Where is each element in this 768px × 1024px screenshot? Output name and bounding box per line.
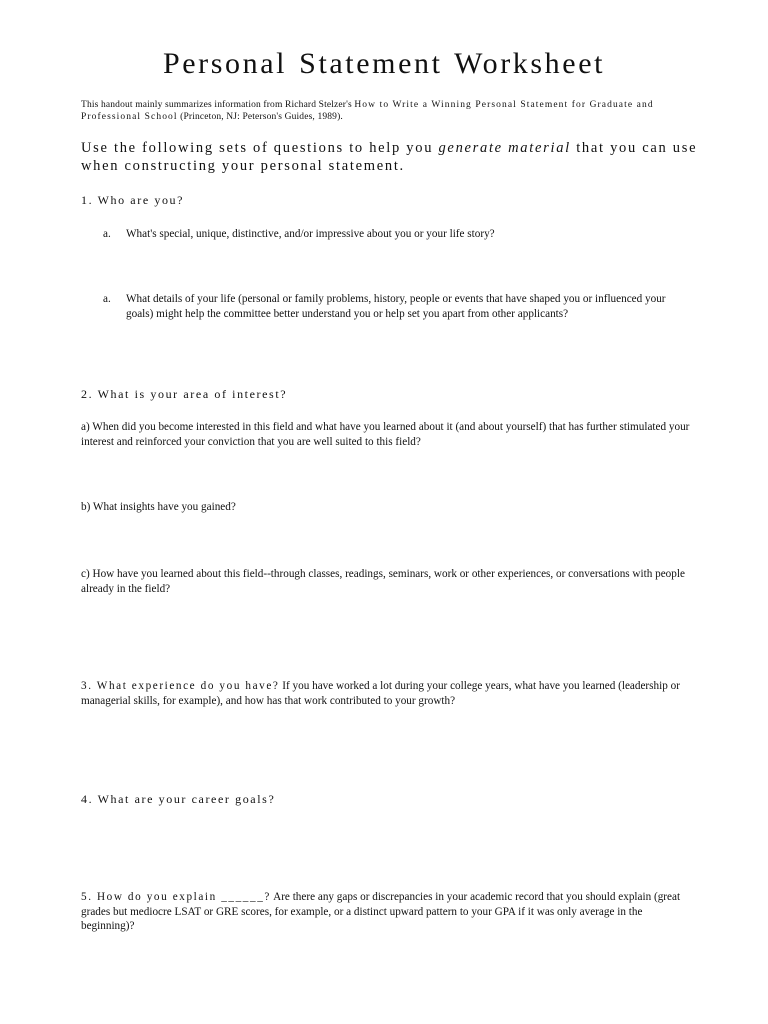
page-title: Personal Statement Worksheet <box>162 47 606 80</box>
intro-before: Use the following sets of questions to help you <box>81 140 439 156</box>
source-publication-info: (Princeton, NJ: Peterson's Guides, 1989). <box>177 112 343 122</box>
question-c: c) How have you learned about this field--through classes, readings, seminars, work or other experiences, or conversations with people already in the field? <box>81 568 685 595</box>
section-heading-who-are-you: 1. Who are you? <box>81 193 185 207</box>
source-note-prefix: This handout mainly summarizes information from Richard Stelzer's <box>81 100 355 110</box>
list-item <box>103 227 693 242</box>
list-marker: a. <box>103 293 111 305</box>
question-a: a) When did you become interested in this field and what have you learned about it (and about yourself) that has further stimulated your interest and reinforced your conviction that you are well suited to this field? <box>81 421 690 448</box>
section-explain <box>81 890 691 934</box>
source-book-title-cont: Professional School <box>81 112 178 122</box>
section-experience-text: If you have worked a lot during your college years, what have you learned (leadership or managerial skills, for example), and how has that work contributed to your growth? <box>81 680 680 707</box>
list-item <box>103 292 693 321</box>
list-marker: a. <box>103 228 111 240</box>
intro-paragraph <box>81 139 701 175</box>
section-heading-career-goals: 4. What are your career goals? <box>81 792 276 806</box>
question-b: b) What insights have you gained? <box>81 501 236 513</box>
intro-emphasis: generate material <box>438 140 571 156</box>
source-note <box>81 99 681 123</box>
section-experience <box>81 679 691 708</box>
section-heading-experience: 3. What experience do you have? <box>81 680 280 692</box>
source-book-title: How to Write a Winning Personal Statement for Graduate and <box>354 100 654 110</box>
question-text: What's special, unique, distinctive, and/or impressive about you or your life story? <box>126 228 495 240</box>
section-heading-explain: 5. How do you explain ______? <box>81 891 271 903</box>
section-explain-text: Are there any gaps or discrepancies in your academic record that you should explain (great grades but mediocre LSAT or GRE scores, for example, or a distinct upward pattern to your GPA if it was only average in the beginning)? <box>81 891 681 932</box>
section-heading-area-of-interest: 2. What is your area of interest? <box>81 387 288 401</box>
question-text: What details of your life (personal or family problems, history, people or events that have shaped you or influenced your goals) might help the committee better understand you or help set you apart from other applicants? <box>126 293 666 320</box>
intro-after: that you can use when constructing your personal statement. <box>81 140 698 174</box>
